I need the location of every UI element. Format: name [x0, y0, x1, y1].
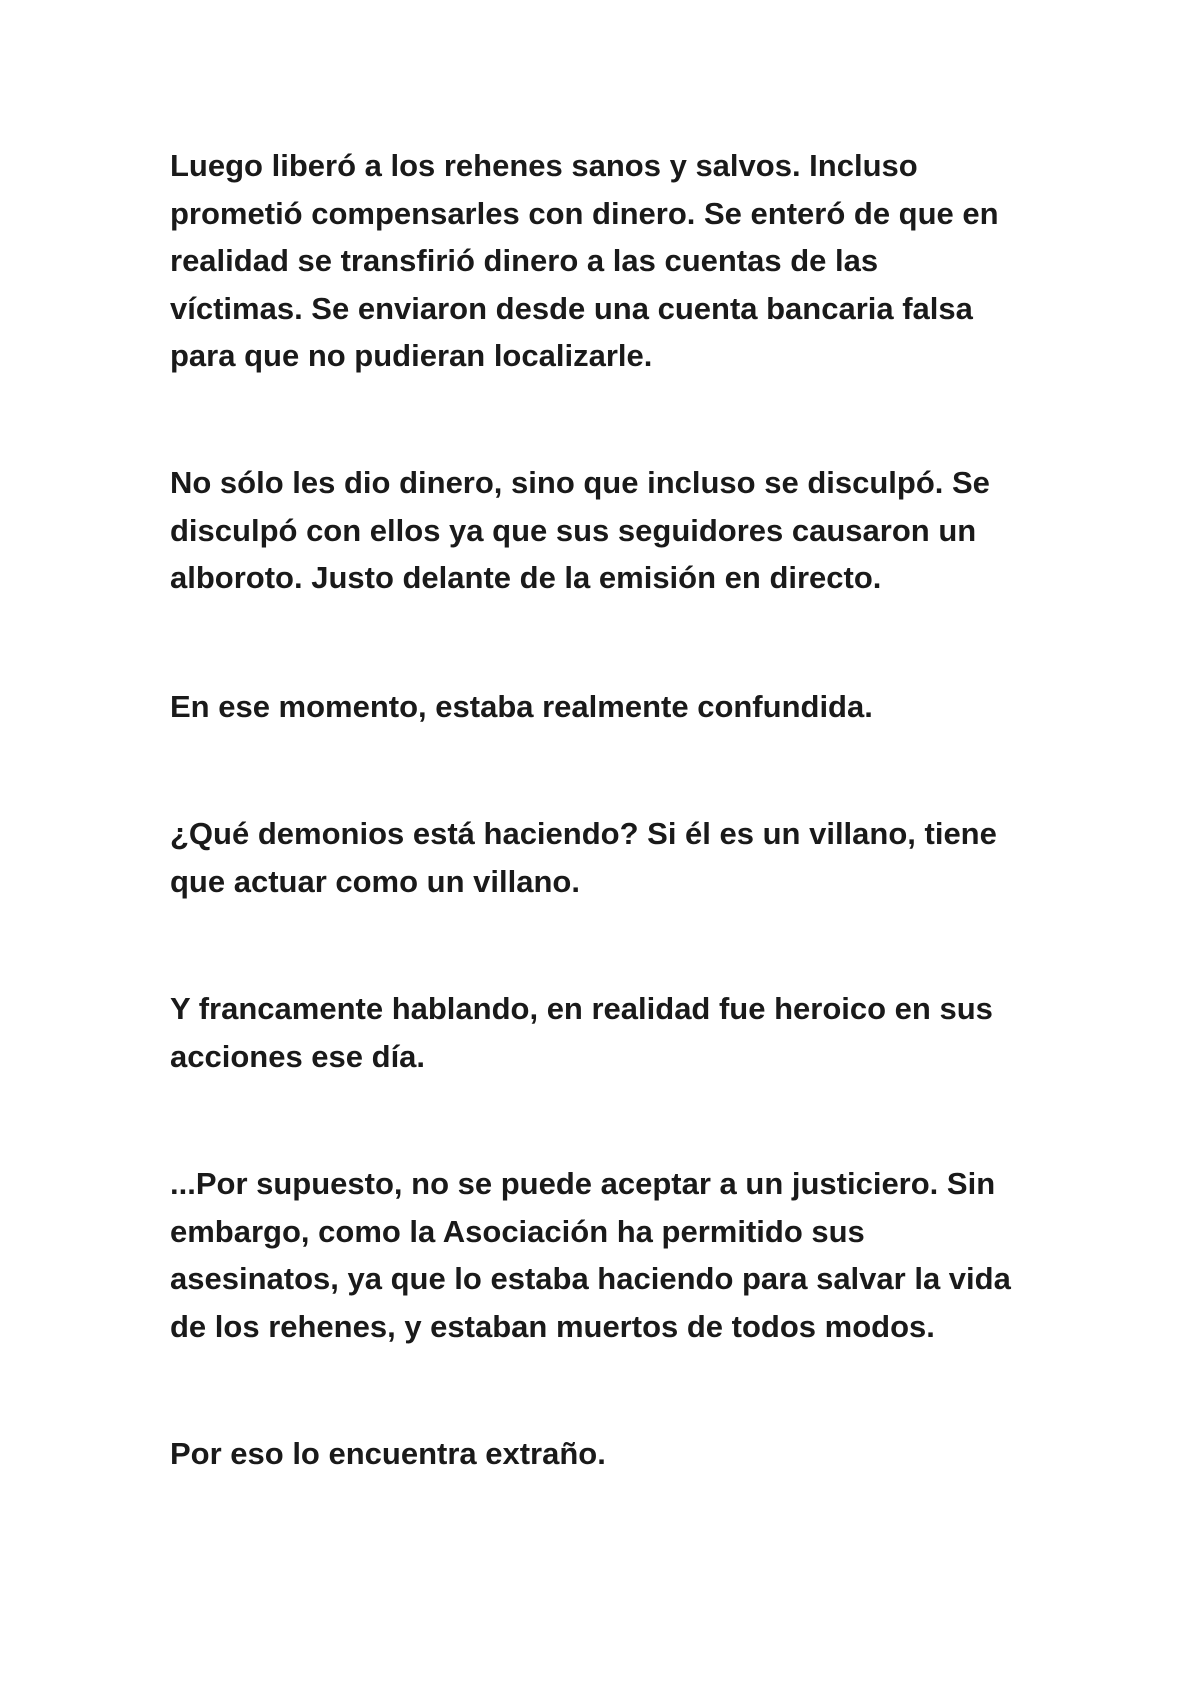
text-line: disculpó con ellos ya que sus seguidores causaron un [170, 512, 977, 548]
text-line: de los rehenes, y estaban muertos de todos modos. [170, 1308, 935, 1344]
text-line: víctimas. Se enviaron desde una cuenta bancaria falsa [170, 290, 973, 326]
text-line: alboroto. Justo delante de la emisión en directo. [170, 560, 882, 595]
paragraph-7 [170, 1430, 1030, 1478]
text-line: No sólo les dio dinero, sino que incluso se disculpó. Se [170, 465, 990, 500]
text-line: para que no pudieran localizarle. [170, 338, 653, 373]
text-line: ...Por supuesto, no se puede aceptar a un justiciero. Sin [170, 1166, 996, 1201]
text-line: prometió compensarles con dinero. Se enteró de que en [170, 195, 999, 231]
paragraph-4 [170, 810, 1030, 905]
text-line: En ese momento, estaba realmente confundida. [170, 689, 873, 724]
paragraph-5 [170, 985, 1030, 1080]
paragraph-1 [170, 142, 1030, 380]
paragraph-6 [170, 1160, 1030, 1350]
text-line: embargo, como la Asociación ha permitido sus [170, 1213, 865, 1249]
text-line: realidad se transfirió dinero a las cuentas de las [170, 243, 879, 278]
text-line: Por eso lo encuentra extraño. [170, 1436, 606, 1471]
text-line: acciones ese día. [170, 1038, 426, 1074]
paragraph-2 [170, 459, 1030, 602]
text-line: ¿Qué demonios está haciendo? Si él es un villano, tiene [170, 816, 997, 851]
paragraph-3 [170, 683, 1030, 731]
text-line: que actuar como un villano. [170, 863, 580, 899]
text-line: Luego liberó a los rehenes sanos y salvos. Incluso [170, 148, 918, 183]
text-line: asesinatos, ya que lo estaba haciendo para salvar la vida [170, 1261, 1011, 1296]
text-line: Y francamente hablando, en realidad fue heroico en sus [170, 991, 993, 1026]
